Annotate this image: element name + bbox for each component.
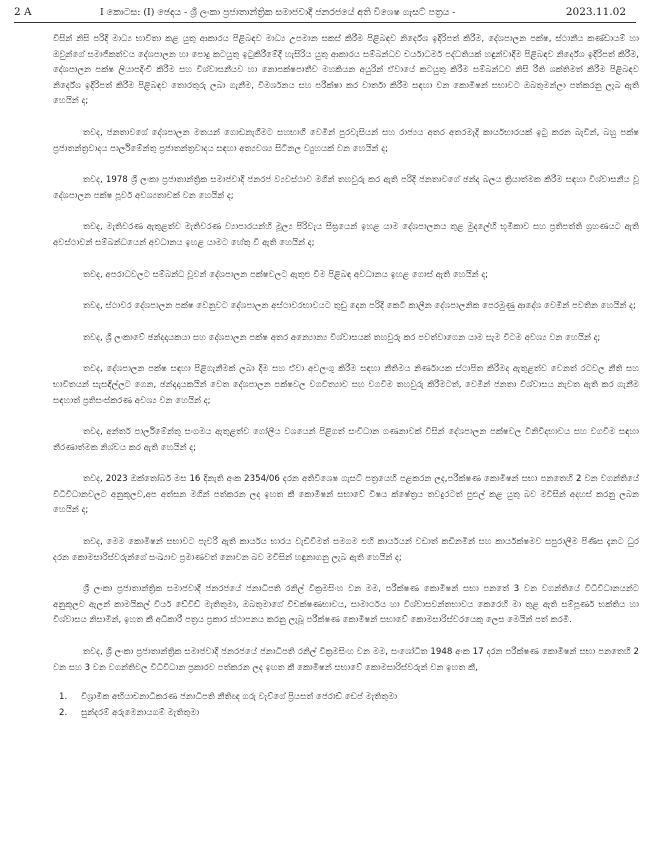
gazette-header	[14, 6, 636, 22]
header-rule	[14, 22, 636, 23]
paragraph-10: තවද, 2023 ඔක්තෝබර් මස 16 දිනැති අංක 2354/06 දරන අතිවිශෙෂ ගැසට් පත්‍රයෙහි පළකරන ලද,පරීක්ෂණ කොමිෂන් සභා පනතෙහි 2 වන වගන්තියේ විධිවිධානවලට අනුකූලව,අප අත්සන මගින් පත්කරන ලද ඉහත කී කොමිෂන් සභාවේ විෂය ක්ෂේත්‍රය තවදුරටත් පුළුල් කළ යුතු බව මවිසින් අදහස් කරනු ලබන හෙයින් ද;	[53, 474, 639, 516]
list-item-text: සුන්දරම් අරුමෙනායගම් මැතිතුමා	[81, 707, 200, 718]
list-item-text: විශ්‍රාමික අභියාචනාධිකරණ ජනාධිපති නීතිඥ ගරු වැව්ගේ ප්‍රියසත් ජෙරාඩ් ඩෙප් මැතිතුමා	[81, 692, 398, 703]
paragraph-1: විසින් නිසි පරිදි මාධ්‍ය භාවිතා කළ යුතු ආකාරය පිළිබඳව මාධ්‍ය උපමාන සකස් කිරීම පිළිබඳව නිර්දේශ ඉදිරිපත් කිරීම, දේශපාලන පක්ෂ, ස්ථානීය කණ්ඩායම් හා ඔවුන්ගේ සමාජිකත්වය දේශපාලන හා පොදු කටයුතු ඉටුකිරීමේදී හැසිරිය යුතු ආකාරය සම්බන්ධව චර්යාධර්ම පද්ධතියක් හඳුන්වාදීම පිළිබඳව නිර්දේශ ඉදිරිපත් කිරීම, දේශපාලන පක්ෂ ලියාපදිංචි කිරීම සහ විශ්වාසනීයව හා නොපක්ෂපාතීව මහකියන අයුරින් ඒවායේ කටයුතු කිරීම සම්බන්ධව නිසි රීති ශක්තිමත් කිරීම පිළිබඳව නිර්දේශ ඉදිරිපත් කිරීම පිළිබඳව තොරතුරු ලබා ගැනීම, විමර්ශනය සහ පරීක්ෂා කර වාර්තා කිරීම සඳහා වන කොමිෂන් සභාවට ඔබතුමන්ලා පත්කරනු ලැබ ඇති හෙයින් ද;	[53, 34, 639, 107]
paragraph-5: තවද, අපරාධවලට සම්බන්ධ වූවන් දේශපාලන පක්ෂවලට ඇතුළු වීම පිළිබඳ අවධානය ඉහළ ගොස් ඇති හෙයින් ද;	[83, 269, 489, 280]
document-body	[53, 32, 639, 721]
gazette-date: 2023.11.02	[565, 6, 626, 18]
paragraph-7: තවද, ශ්‍රී ලංකාවේ ඡන්දදායකයා සහ දේශපාලන පක්ෂ අතර අන්‍යොන්‍ය විශ්වාසයක් තහවුරු කර පවත්වාගෙන යාම සැම විටම අවශ්‍ය වන හෙයින් ද;	[83, 332, 601, 343]
paragraph-4: තවද, මැතිවරණ ඇතුළත්ව මැතිවරණ ව්‍යාපාරයන්හි මූල්‍ය පිරිවැය සීඝ්‍රයෙන් ඉහළ යාම දේශපාලනය තුළ මුදලේහි භූමිකාව සහ ප්‍රතිපත්ති ග්‍රහණයට ඇති අවස්ථාවන් සම්බන්ධයෙන් අවධානය ඉහළ යාමට හේතු වී ඇති හෙයින් ද;	[53, 222, 639, 248]
page-number: 2 A	[14, 6, 32, 18]
paragraph-11: තවද, මෙම කොමිෂන් සභාවට පැවරී ඇති කාර්යය භාරය වැඩිවීමත් සමගම එහි කාර්යයන් වඩාත් කඩිනමින් සහ කාර්යක්ෂමව සපුරාලීම පිණිස දැනට ධුර දරන කොමසාරිස්වරුන්ගේ සංඛ්‍යාව ප්‍රමාණවත් නොවන බව මවිසින් හඳුනාගනු ලැබ ඇති හෙයින් ද;	[53, 537, 639, 563]
paragraph-12: ශ්‍රී ලංකා ප්‍රජාතාන්ත්‍රික සමාජවාදී ජනරජයේ ජනාධිපති රනිල් වික්‍රමසිංහ වන මම, පරීක්ෂණ කොමිෂන් සභා පනතේ 3 වන වගන්තියේ විධිවිධානයන්ට අනුකූලව ඇලන් කාමයිකල් වියර් ඩේවිඩ් මැතිතුමා, ඔබතුමාගේ විචක්ෂණභාවය, සාමාර්ථය හා විශ්වාසවන්තභාවය කෙරෙහි මා තුළ ඇති සම්පූර්ණ භක්තිය හා විශ්වාසය නිසාමින්, ඉහත කී අධිකාරී පත්‍රය ප්‍රකාර ස්ථාපනය කරනු ලැබූ පරීක්ෂණ කොමිෂන් සභාවේ කොමසාරිස්වරයෙකු ලෙස මෙයින් පත් කරමි.	[53, 584, 639, 626]
list-item	[53, 690, 639, 706]
paragraph-3: තවද, 1978 ශ්‍රී ලංකා ප්‍රජාතාන්ත්‍රික සමාජවාදී ජනරජ ව්‍යවස්ථාව මගින් තහවුරු කර ඇති පරිදි ජනතාවගේ ඡන්ද බලය ක්‍රියාත්මක කිරීම සඳහා විශ්වාසනීය වූ දේශපාලන පක්ෂ පූර්ව අවශ්‍යතාවක් වන හෙයින් ද;	[53, 175, 639, 201]
list-item-number: 1.	[59, 692, 68, 703]
paragraph-2: තවද, ජනතාවගේ දේශපාලන මතයන් ගොඩනැගීමට සහභාගී වෙමින් පුරවැසියන් සහ රාජ්‍යය අතර අතරමැදි කාර්යභාරයක් ඉටු කරන බැවින්, බහු පක්ෂ ප්‍රජාතන්ත්‍රවාදය පාර්ලිමේන්තු ප්‍රජාතන්ත්‍රවාදය සඳහා අත්‍යවශ්‍ය සිටිනල ව්‍යුහයක් වන හෙයින් ද;	[53, 127, 639, 154]
paragraph-13: තවද, ශ්‍රී ලංකා ප්‍රජාතාන්ත්‍රික සමාජවාදී ජනරජයේ ජනාධිපති රනිල් වික්‍රමසිංහ වන මම, සංශෝධිත 1948 අංක 17 දරන පරීක්ෂණ කොමිෂන් සභා පනතෙහි 2 වන සහ 3 වන වගන්තිවල විධිවිධාන ප්‍රකාරව පත්කරන ලද ඉහත කී කොමිෂන් සභාවේ කොමසාරිස්වරුන් වන ඉහත කී,	[53, 647, 639, 673]
gazette-title: I කොටස: (I) ඡෙදය - ශ්‍රී ලංකා ප්‍රජාතාන්ත්‍රික සමාජවාදී ජනරජයේ අති විශෙෂ ගැසට් පත්‍රය -	[100, 7, 456, 18]
paragraph-6: තවද, ස්ථාවර දේශපාලන පක්ෂ වෙනුවට දේශපාලන අස්ථාවරභාවයට තුඩු දෙන පරිදි කෙටි කාලීන දේශපාලනික පෙරමුණු ආදේශ වෙමින් පවතින හෙයින් ද;	[83, 301, 636, 312]
list-item	[53, 706, 639, 722]
list-item-number: 2.	[59, 707, 68, 718]
commissioner-list	[53, 690, 639, 721]
paragraph-8: තවද, දේශපාලන පක්ෂ සඳහා පිළිගැනීමක් ලබා දීම සහ ඒවා අවලංගු කිරීම සඳහා නීතිමය නිර්ණායක ස්ථාපිත කිරීමද ඇතුළත්ව වෙනත් රටවල නීති සහ භාවිතයන් සැසඳිල්ලට ගෙන, ඡන්දදායකයින් වෙත දේශපාලන පක්ෂවල වගවිත්‍යාව සහ වගවීම තහවුරු කිරීමටත්, වෙමින් ජනතා විශ්වාසය නැවත ඇති කර ගැනීම සඳහාත් ප්‍රතිසංස්කරණ අවශ්‍ය වන හෙයින් ද;	[53, 364, 639, 406]
paragraph-9: තවද, අන්තර් පාර්ලිමේන්තු සංගමය ඇතුළත්ව ගෝලීය වශයෙන් පිළිගත් සංවිධාන ගණනාවක් විසින් දේශපාලන පක්ෂවල විනිවිදභාවය සහ වගවීම සඳහා තීරණාත්මක නිශ්චය කර ඇති හෙයින් ද;	[53, 427, 639, 453]
